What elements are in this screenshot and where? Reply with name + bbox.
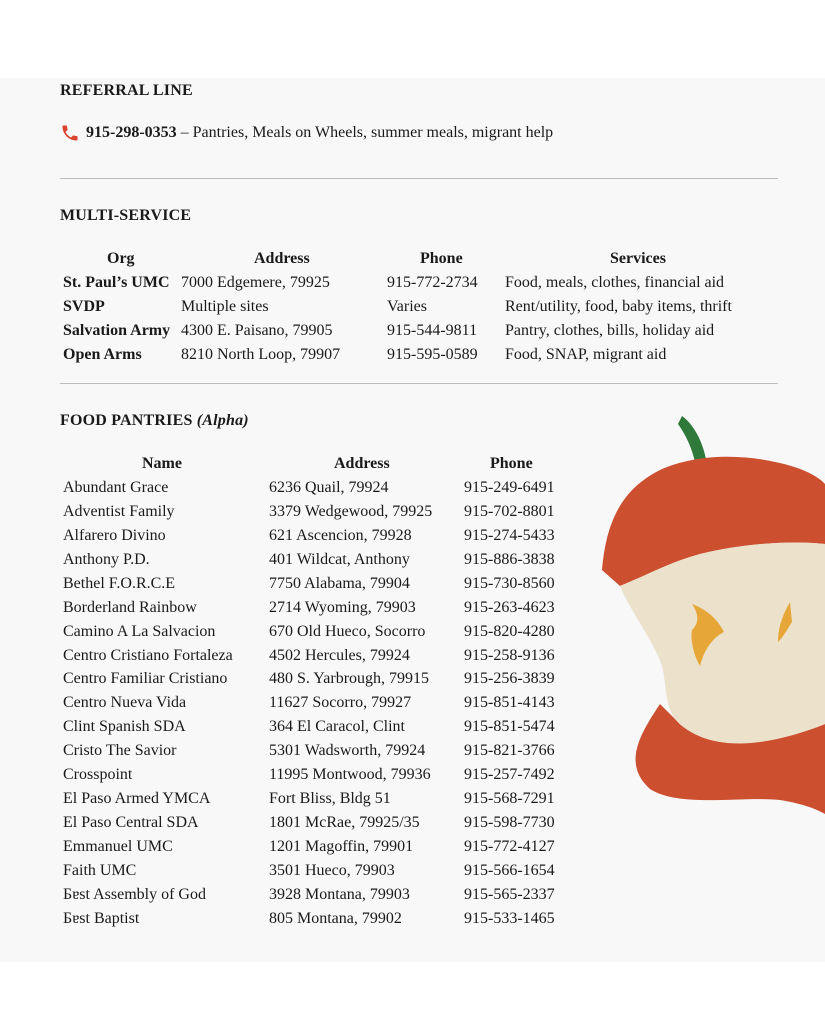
pantry-phone: 915-257-7492 (464, 766, 555, 784)
table-row (60, 790, 580, 814)
referral-heading: REFERRAL LINE (60, 82, 193, 99)
pantry-name: Ƃɐst Baptist (63, 909, 140, 927)
pantry-name: Camino A La Salvacion (63, 622, 216, 640)
pantry-address: 364 El Caracol, Clint (269, 718, 405, 736)
section-divider (60, 383, 778, 384)
table-row (60, 718, 580, 742)
pantry-address: 11995 Montwood, 79936 (269, 766, 431, 784)
pantry-name: El Paso Central SDA (63, 814, 199, 832)
pantry-address: 3928 Montana, 79903 (269, 885, 410, 903)
table-row (60, 298, 780, 322)
pantry-phone: 915-598-7730 (464, 814, 555, 832)
org-phone: 915-544-9811 (387, 322, 478, 339)
pantry-phone: 915-249-6491 (464, 478, 555, 496)
food-pantries-table (60, 455, 580, 934)
pantry-address: 480 S. Yarbrough, 79915 (269, 670, 430, 688)
table-row (60, 647, 580, 671)
pantry-address: 6236 Quail, 79924 (269, 478, 389, 496)
org-address: Multiple sites (181, 298, 269, 315)
column-header-org: Org (107, 250, 135, 267)
org-services: Food, meals, clothes, financial aid (505, 274, 725, 291)
org-address: 4300 E. Paisano, 79905 (181, 322, 333, 339)
pantry-name: Bethel F.O.R.C.E (63, 574, 176, 592)
table-row (60, 766, 580, 790)
food-pantries-heading (60, 412, 249, 430)
table-row (60, 503, 580, 527)
pantry-name: Centro Nueva Vida (63, 694, 187, 712)
referral-description: – Pantries, Meals on Wheels, summer meals, migrant help (176, 124, 554, 141)
org-services: Pantry, clothes, bills, holiday aid (505, 322, 715, 339)
org-address: 7000 Edgemere, 79925 (181, 274, 330, 291)
pantry-address: 2714 Wyoming, 79903 (269, 598, 416, 616)
pantry-address: 5301 Wadsworth, 79924 (269, 742, 426, 760)
pantry-address: 805 Montana, 79902 (269, 909, 402, 927)
section-divider (60, 178, 778, 179)
pantry-address: 1201 Magoffin, 79901 (269, 838, 414, 855)
pantry-phone: 915-886-3838 (464, 550, 555, 568)
pantry-phone: 915-256-3839 (464, 670, 555, 688)
pantry-name: Crosspoint (63, 766, 133, 784)
food-pantries-note: (Alpha) (196, 412, 249, 429)
pantry-address: 3379 Wedgewood, 79925 (269, 502, 433, 520)
table-row (60, 527, 580, 551)
pantry-phone: 915-568-7291 (464, 790, 555, 808)
table-row (60, 479, 580, 503)
column-header-phone: Phone (490, 455, 533, 472)
pantry-phone: 915-772-4127 (464, 838, 555, 855)
pantry-address: 670 Old Hueco, Socorro (269, 622, 426, 640)
org-name: Salvation Army (63, 322, 171, 339)
table-row (60, 346, 780, 370)
pantry-name: Ƃɐst Assembly of God (63, 885, 206, 903)
pantry-phone: 915-820-4280 (464, 622, 555, 640)
table-row (60, 742, 580, 766)
table-row (60, 862, 580, 886)
referral-line (60, 123, 553, 143)
table-row (60, 838, 580, 862)
pantry-phone: 915-566-1654 (464, 861, 555, 879)
org-name: St. Paul’s UMC (63, 274, 170, 291)
table-row (60, 274, 780, 298)
pantry-phone: 915-851-5474 (464, 718, 555, 736)
pantry-name: Clint Spanish SDA (63, 718, 186, 736)
pantry-address: 11627 Socorro, 79927 (269, 694, 412, 712)
table-row (60, 886, 580, 910)
food-pantries-title: FOOD PANTRIES (60, 412, 193, 429)
pantry-name: Centro Cristiano Fortaleza (63, 646, 233, 664)
pantry-name: Faith UMC (63, 861, 137, 879)
phone-icon (60, 123, 80, 143)
pantry-phone: 915-533-1465 (464, 909, 555, 927)
org-phone: Varies (387, 298, 427, 315)
pantry-name: Anthony P.D. (63, 550, 150, 568)
pantry-name: Borderland Rainbow (63, 598, 197, 616)
pantry-address: Fort Bliss, Bldg 51 (269, 790, 391, 808)
org-address: 8210 North Loop, 79907 (181, 346, 341, 363)
column-header-address: Address (334, 455, 390, 472)
org-phone: 915-772-2734 (387, 274, 478, 291)
multi-service-table (60, 250, 780, 370)
pantry-name: Abundant Grace (63, 478, 169, 496)
pantry-address: 621 Ascencion, 79928 (269, 526, 412, 544)
pantry-phone: 915-263-4623 (464, 598, 555, 616)
column-header-name: Name (142, 455, 182, 472)
pantry-name: Cristo The Savior (63, 742, 177, 760)
pantry-address: 401 Wildcat, Anthony (269, 550, 410, 568)
table-row (60, 814, 580, 838)
org-phone: 915-595-0589 (387, 346, 478, 363)
pantry-address: 3501 Hueco, 79903 (269, 861, 395, 879)
column-header-phone: Phone (420, 250, 463, 267)
pantry-name: Centro Familiar Cristiano (63, 670, 228, 688)
pantry-name: Alfarero Divino (63, 526, 166, 544)
pantry-phone: 915-565-2337 (464, 885, 555, 903)
pantry-phone: 915-274-5433 (464, 526, 555, 544)
table-row (60, 670, 580, 694)
table-row (60, 575, 580, 599)
org-name: SVDP (63, 298, 105, 315)
referral-number: 915-298-0353 (86, 124, 177, 141)
table-row (60, 694, 580, 718)
pantry-name: Adventist Family (63, 502, 175, 520)
apple-core-icon (600, 404, 825, 816)
table-row (60, 599, 580, 623)
pantry-address: 4502 Hercules, 79924 (269, 646, 410, 664)
pantry-address: 7750 Alabama, 79904 (269, 574, 410, 592)
pantry-name: Emmanuel UMC (63, 838, 173, 855)
pantry-name: El Paso Armed YMCA (63, 790, 211, 808)
table-row (60, 322, 780, 346)
pantry-address: 1801 McRae, 79925/35 (269, 814, 420, 832)
pantry-phone: 915-851-4143 (464, 694, 555, 712)
org-services: Rent/utility, food, baby items, thrift (505, 298, 732, 315)
org-name: Open Arms (63, 346, 142, 363)
column-header-services: Services (610, 250, 666, 267)
table-row (60, 910, 580, 934)
org-services: Food, SNAP, migrant aid (505, 346, 667, 363)
multi-service-heading: MULTI-SERVICE (60, 207, 192, 224)
table-row (60, 623, 580, 647)
table-header-row (60, 455, 580, 479)
pantry-phone: 915-702-8801 (464, 502, 555, 520)
pantry-phone: 915-730-8560 (464, 574, 555, 592)
pantry-phone: 915-258-9136 (464, 646, 555, 664)
table-row (60, 551, 580, 575)
table-header-row (60, 250, 780, 274)
column-header-address: Address (254, 250, 310, 267)
pantry-phone: 915-821-3766 (464, 742, 555, 760)
